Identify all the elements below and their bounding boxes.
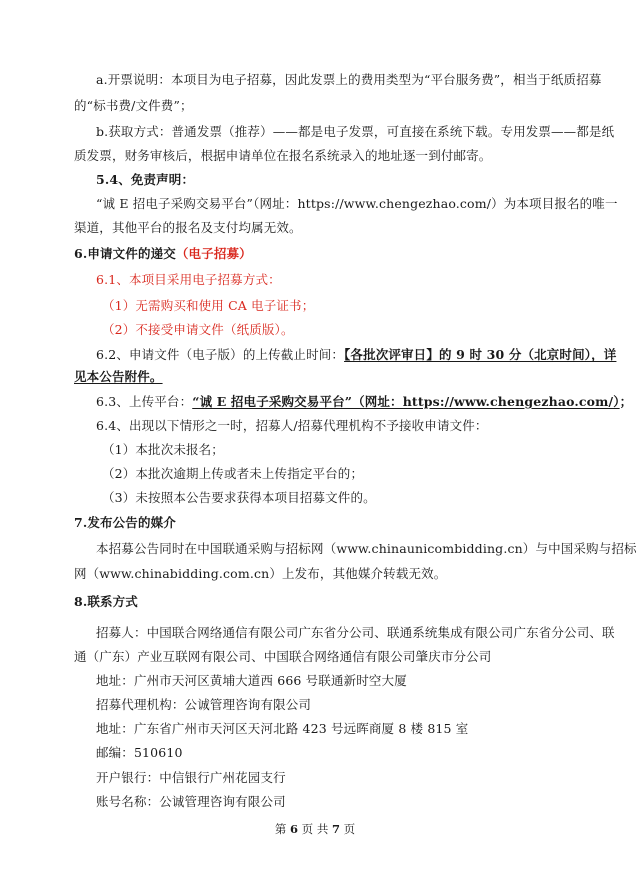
section-8-heading: 8.联系方式 xyxy=(74,594,138,609)
upload-platform-tail: ； xyxy=(619,394,633,409)
rejection-item-1: （1）本批次未报名； xyxy=(102,442,224,457)
recruiter-line-2: 通（广东）产业互联网有限公司、中国联合网络通信有限公司肇庆市分公司 xyxy=(74,649,492,664)
invoice-note-line-1: a.开票说明：本项目为电子招募，因此发票上的费用类型为“平台服务费”，相当于纸质招募 xyxy=(96,72,602,87)
deadline-value: 【各批次评审日】的 9 时 30 分（北京时间），详 xyxy=(344,347,617,362)
rejection-intro: 6.4、出现以下情形之一时，招募人/招募代理机构不予接收申请文件： xyxy=(96,418,488,433)
disclaimer-line-2: 渠道，其他平台的报名及支付均属无效。 xyxy=(74,220,302,235)
deadline-line-1 xyxy=(96,347,616,363)
no-paper-line: （2）不接受申请文件（纸质版）。 xyxy=(102,322,294,337)
recruiter-address: 地址：广州市天河区黄埔大道西 666 号联通新时空大厦 xyxy=(96,673,407,688)
upload-platform-line xyxy=(96,394,632,410)
postal-code: 邮编：510610 xyxy=(96,745,183,760)
footer-total-pages: 7 xyxy=(331,822,340,836)
disclaimer-line-1: “诚 E 招电子采购交易平台”（网址：https://www.chengezhao.com/）为本项目报名的唯一 xyxy=(96,196,618,211)
media-line-1: 本招募公告同时在中国联通采购与招标网（www.chinaunicombidding.cn）与中国采购与招标 xyxy=(96,541,637,556)
invoice-method-line-1: b.获取方式：普通发票（推荐）——都是电子发票，可直接在系统下载。专用发票——都是纸 xyxy=(96,124,615,139)
footer-prefix: 第 xyxy=(274,822,290,836)
section-6-heading xyxy=(74,246,252,262)
disclaimer-heading: 5.4、免责声明： xyxy=(96,172,195,187)
agency-address: 地址：广东省广州市天河区天河北路 423 号远晖商厦 8 楼 815 室 xyxy=(96,721,469,736)
footer-mid: 页 共 xyxy=(298,822,332,836)
section-7-heading: 7.发布公告的媒介 xyxy=(74,515,176,530)
agency-name: 招募代理机构：公诚管理咨询有限公司 xyxy=(96,697,312,712)
rejection-item-3: （3）未按照本公告要求获得本项目招募文件的。 xyxy=(102,490,376,505)
rejection-item-2: （2）本批次逾期上传或者未上传指定平台的； xyxy=(102,466,364,481)
deadline-label: 6.2、申请文件（电子版）的上传截止时间： xyxy=(96,347,345,362)
footer-page-number: 6 xyxy=(290,822,299,836)
electronic-mode-line: 6.1、本项目采用电子招募方式： xyxy=(96,272,281,287)
invoice-note-line-2: 的“标书费/文件费”； xyxy=(74,98,193,113)
invoice-method-line-2: 质发票，财务审核后，根据申请单位在报名系统录入的地址逐一到付邮寄。 xyxy=(74,148,492,163)
ca-certificate-line: （1）无需购买和使用 CA 电子证书； xyxy=(102,298,315,313)
footer-suffix: 页 xyxy=(340,822,356,836)
section-6-title: 6.申请文件的递交 xyxy=(74,246,176,261)
upload-platform-value: “诚 E 招电子采购交易平台”（网址：https://www.chengezhao.com/） xyxy=(192,394,620,409)
page-footer xyxy=(0,822,630,836)
upload-platform-label: 6.3、上传平台： xyxy=(96,394,193,409)
bank-name: 开户银行：中信银行广州花园支行 xyxy=(96,770,286,785)
media-line-2: 网（www.chinabidding.com.cn）上发布，其他媒介转载无效。 xyxy=(74,566,447,581)
deadline-line-2: 见本公告附件。 xyxy=(74,369,163,384)
recruiter-line-1: 招募人：中国联合网络通信有限公司广东省分公司、联通系统集成有限公司广东省分公司、联 xyxy=(96,625,615,640)
section-6-emphasis: （电子招募） xyxy=(175,246,252,261)
account-name: 账号名称：公诚管理咨询有限公司 xyxy=(96,794,286,809)
